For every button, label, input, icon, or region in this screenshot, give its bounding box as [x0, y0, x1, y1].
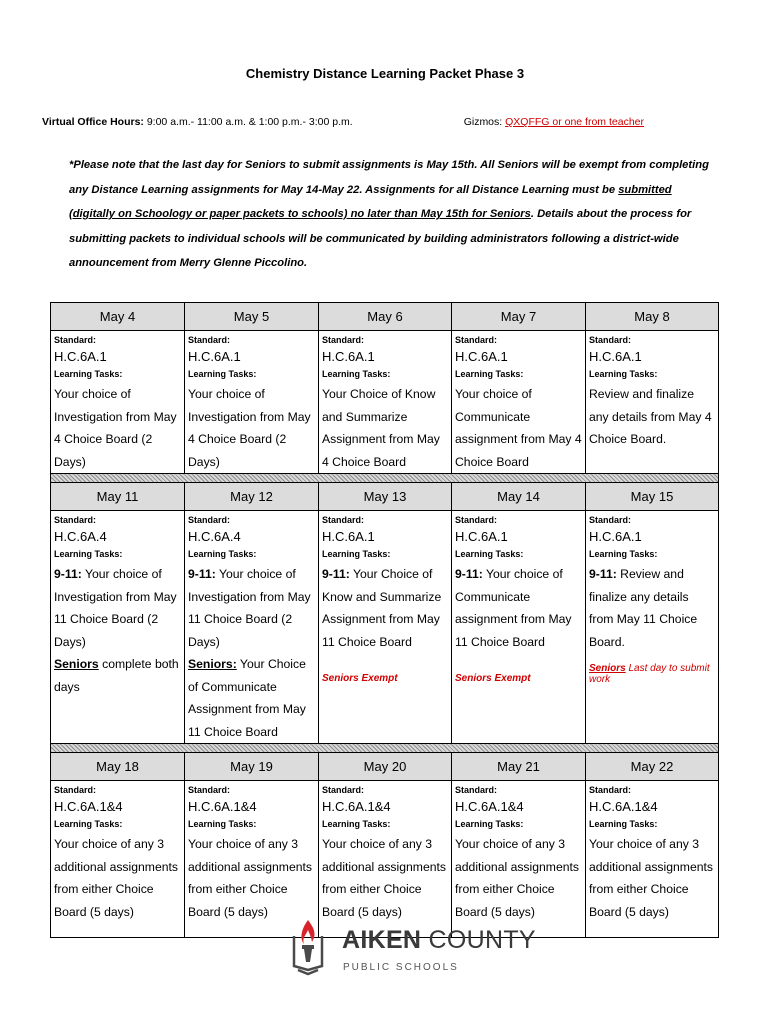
- office-hours-value: 9:00 a.m.- 11:00 a.m. & 1:00 p.m.- 3:00 p.m.: [143, 116, 353, 128]
- tasks-label: Learning Tasks:: [188, 549, 257, 559]
- task-text: [54, 563, 181, 698]
- week2-row: [51, 511, 719, 744]
- task-text: Your choice of any 3 additional assignments from either Choice Board (5 days): [188, 837, 312, 919]
- standard-code: H.C.6A.1: [455, 349, 508, 364]
- standard-code: H.C.6A.4: [188, 529, 241, 544]
- tasks-label: Learning Tasks:: [589, 549, 658, 559]
- standard-label: Standard:: [589, 785, 632, 795]
- standard-code: H.C.6A.1&4: [455, 799, 524, 814]
- day-cell: [185, 511, 319, 744]
- task-text: Your choice of any 3 additional assignments from either Choice Board (5 days): [455, 837, 579, 919]
- standard-label: Standard:: [188, 335, 231, 345]
- tasks-label: Learning Tasks:: [54, 549, 123, 559]
- task-text: Review and finalize any details from May 4 Choice Board.: [589, 387, 712, 446]
- grade-prefix: 9-11:: [455, 567, 483, 581]
- seniors-last-day: [589, 663, 715, 685]
- task-text: [322, 563, 448, 653]
- week3-header-row: [51, 753, 719, 781]
- day-header: May 22: [586, 753, 719, 781]
- standard-code: H.C.6A.4: [54, 529, 107, 544]
- gizmos-info: [464, 116, 644, 128]
- logo-name-bold: AIKEN: [342, 926, 422, 954]
- seniors-exempt: Seniors Exempt: [322, 673, 398, 684]
- hatch-divider: [51, 744, 719, 753]
- day-header: May 14: [452, 483, 586, 511]
- standard-label: Standard:: [54, 335, 97, 345]
- day-cell: [586, 781, 719, 938]
- standard-code: H.C.6A.1: [589, 349, 642, 364]
- task-body: Review and finalize any details from May 11 Choice Board.: [589, 567, 698, 649]
- tasks-label: Learning Tasks:: [188, 369, 257, 379]
- task-text: [455, 563, 582, 653]
- standard-label: Standard:: [322, 515, 365, 525]
- task-body: Your choice of Investigation from May 11 Choice Board (2 Days): [54, 567, 177, 649]
- page-title: Chemistry Distance Learning Packet Phase 3: [245, 66, 525, 81]
- standard-label: Standard:: [54, 785, 97, 795]
- day-header: May 5: [185, 303, 319, 331]
- torch-book-icon: [290, 918, 326, 980]
- tasks-label: Learning Tasks:: [455, 369, 524, 379]
- day-cell: [185, 781, 319, 938]
- seniors-word: Seniors:: [188, 657, 237, 671]
- standard-code: H.C.6A.1: [188, 349, 241, 364]
- standard-code: H.C.6A.1&4: [188, 799, 257, 814]
- logo-name-rest: COUNTY: [421, 926, 536, 954]
- task-text: Your choice of Communicate assignment from May 4 Choice Board: [455, 387, 582, 469]
- note-part-1: *Please note that the last day for Seniors to submit assignments is May 15th. All Seniors will be exempt from completing any Distance Learning assignments for May 14-May 22. Assignments for all Distance Learning must be: [69, 159, 709, 196]
- tasks-label: Learning Tasks:: [54, 369, 123, 379]
- grade-prefix: 9-11:: [188, 567, 216, 581]
- day-cell: [452, 331, 586, 474]
- day-cell: [51, 781, 185, 938]
- day-header: May 19: [185, 753, 319, 781]
- day-header: May 4: [51, 303, 185, 331]
- week-separator: [51, 474, 719, 483]
- logo-subtitle: PUBLIC SCHOOLS: [343, 962, 459, 973]
- task-text: [188, 563, 315, 743]
- task-text: Your choice of any 3 additional assignments from either Choice Board (5 days): [589, 837, 713, 919]
- day-cell: [51, 511, 185, 744]
- standard-label: Standard:: [54, 515, 97, 525]
- day-header: May 18: [51, 753, 185, 781]
- standard-label: Standard:: [455, 785, 498, 795]
- task-text: Your choice of Investigation from May 4 Choice Board (2 Days): [54, 387, 177, 469]
- standard-label: Standard:: [589, 515, 632, 525]
- day-header: May 6: [319, 303, 452, 331]
- day-header: May 11: [51, 483, 185, 511]
- standard-code: H.C.6A.1: [322, 349, 375, 364]
- standard-code: H.C.6A.1: [589, 529, 642, 544]
- week1-header-row: [51, 303, 719, 331]
- tasks-label: Learning Tasks:: [322, 819, 391, 829]
- seniors-word: Seniors: [54, 657, 99, 671]
- seniors-word: Seniors: [589, 663, 626, 674]
- standard-label: Standard:: [455, 515, 498, 525]
- tasks-label: Learning Tasks:: [589, 819, 658, 829]
- standard-code: H.C.6A.1&4: [322, 799, 391, 814]
- standard-code: H.C.6A.1&4: [54, 799, 123, 814]
- task-text: Your choice of Investigation from May 4 Choice Board (2 Days): [188, 387, 311, 469]
- gizmos-code: QXQFFG or one from teacher: [505, 116, 644, 128]
- standard-label: Standard:: [188, 515, 231, 525]
- day-header: May 20: [319, 753, 452, 781]
- tasks-label: Learning Tasks:: [188, 819, 257, 829]
- day-header: May 12: [185, 483, 319, 511]
- tasks-label: Learning Tasks:: [54, 819, 123, 829]
- tasks-label: Learning Tasks:: [455, 819, 524, 829]
- grade-prefix: 9-11:: [54, 567, 82, 581]
- senior-note: [69, 153, 709, 276]
- tasks-label: Learning Tasks:: [455, 549, 524, 559]
- day-cell: [185, 331, 319, 474]
- standard-label: Standard:: [188, 785, 231, 795]
- week3-row: [51, 781, 719, 938]
- day-cell: [319, 781, 452, 938]
- week1-row: [51, 331, 719, 474]
- seniors-exempt: Seniors Exempt: [455, 673, 531, 684]
- district-logo: [290, 918, 536, 988]
- schedule-table: [50, 302, 719, 938]
- week2-header-row: [51, 483, 719, 511]
- logo-name: [342, 926, 536, 955]
- day-header: May 7: [452, 303, 586, 331]
- day-cell: [452, 511, 586, 744]
- standard-label: Standard:: [322, 785, 365, 795]
- seniors-note: complete both days: [54, 657, 179, 694]
- note-underlined: submitted (digitally on Schoology or paper packets to schools) no later than May 15th for Seniors: [69, 183, 672, 220]
- office-hours: [42, 116, 353, 128]
- tasks-label: Learning Tasks:: [589, 369, 658, 379]
- day-header: May 13: [319, 483, 452, 511]
- hatch-divider: [51, 474, 719, 483]
- day-cell: [586, 331, 719, 474]
- standard-code: H.C.6A.1: [54, 349, 107, 364]
- day-cell: [586, 511, 719, 744]
- grade-prefix: 9-11:: [322, 567, 350, 581]
- standard-code: H.C.6A.1&4: [589, 799, 658, 814]
- standard-label: Standard:: [589, 335, 632, 345]
- tasks-label: Learning Tasks:: [322, 369, 391, 379]
- grade-prefix: 9-11:: [589, 567, 617, 581]
- tasks-label: Learning Tasks:: [322, 549, 391, 559]
- task-text: Your Choice of Know and Summarize Assignment from May 4 Choice Board: [322, 387, 440, 469]
- task-body: Your choice of Investigation from May 11 Choice Board (2 Days): [188, 567, 311, 649]
- standard-label: Standard:: [322, 335, 365, 345]
- seniors-note: Your Choice of Communicate Assignment from May 11 Choice Board: [188, 657, 306, 739]
- standard-label: Standard:: [455, 335, 498, 345]
- day-header: May 21: [452, 753, 586, 781]
- task-text: [589, 563, 715, 653]
- week-separator: [51, 744, 719, 753]
- day-header: May 8: [586, 303, 719, 331]
- day-cell: [319, 511, 452, 744]
- last-day-text: Last day to submit work: [589, 663, 710, 685]
- gizmos-label: Gizmos:: [463, 116, 506, 128]
- task-text: Your choice of any 3 additional assignments from either Choice Board (5 days): [54, 837, 178, 919]
- standard-code: H.C.6A.1: [455, 529, 508, 544]
- day-header: May 15: [586, 483, 719, 511]
- task-body: Your choice of Communicate assignment from May 11 Choice Board: [455, 567, 572, 649]
- day-cell: [51, 331, 185, 474]
- task-text: Your choice of any 3 additional assignments from either Choice Board (5 days): [322, 837, 446, 919]
- standard-code: H.C.6A.1: [322, 529, 375, 544]
- note-part-2: . Details about the process for submitting packets to individual schools will be communicated by building administrators following a district-wide announcement from Merry Glenne Piccolino.: [69, 208, 692, 269]
- day-cell: [319, 331, 452, 474]
- day-cell: [452, 781, 586, 938]
- task-body: Your Choice of Know and Summarize Assignment from May 11 Choice Board: [322, 567, 442, 649]
- office-hours-label: Virtual Office Hours:: [42, 116, 144, 128]
